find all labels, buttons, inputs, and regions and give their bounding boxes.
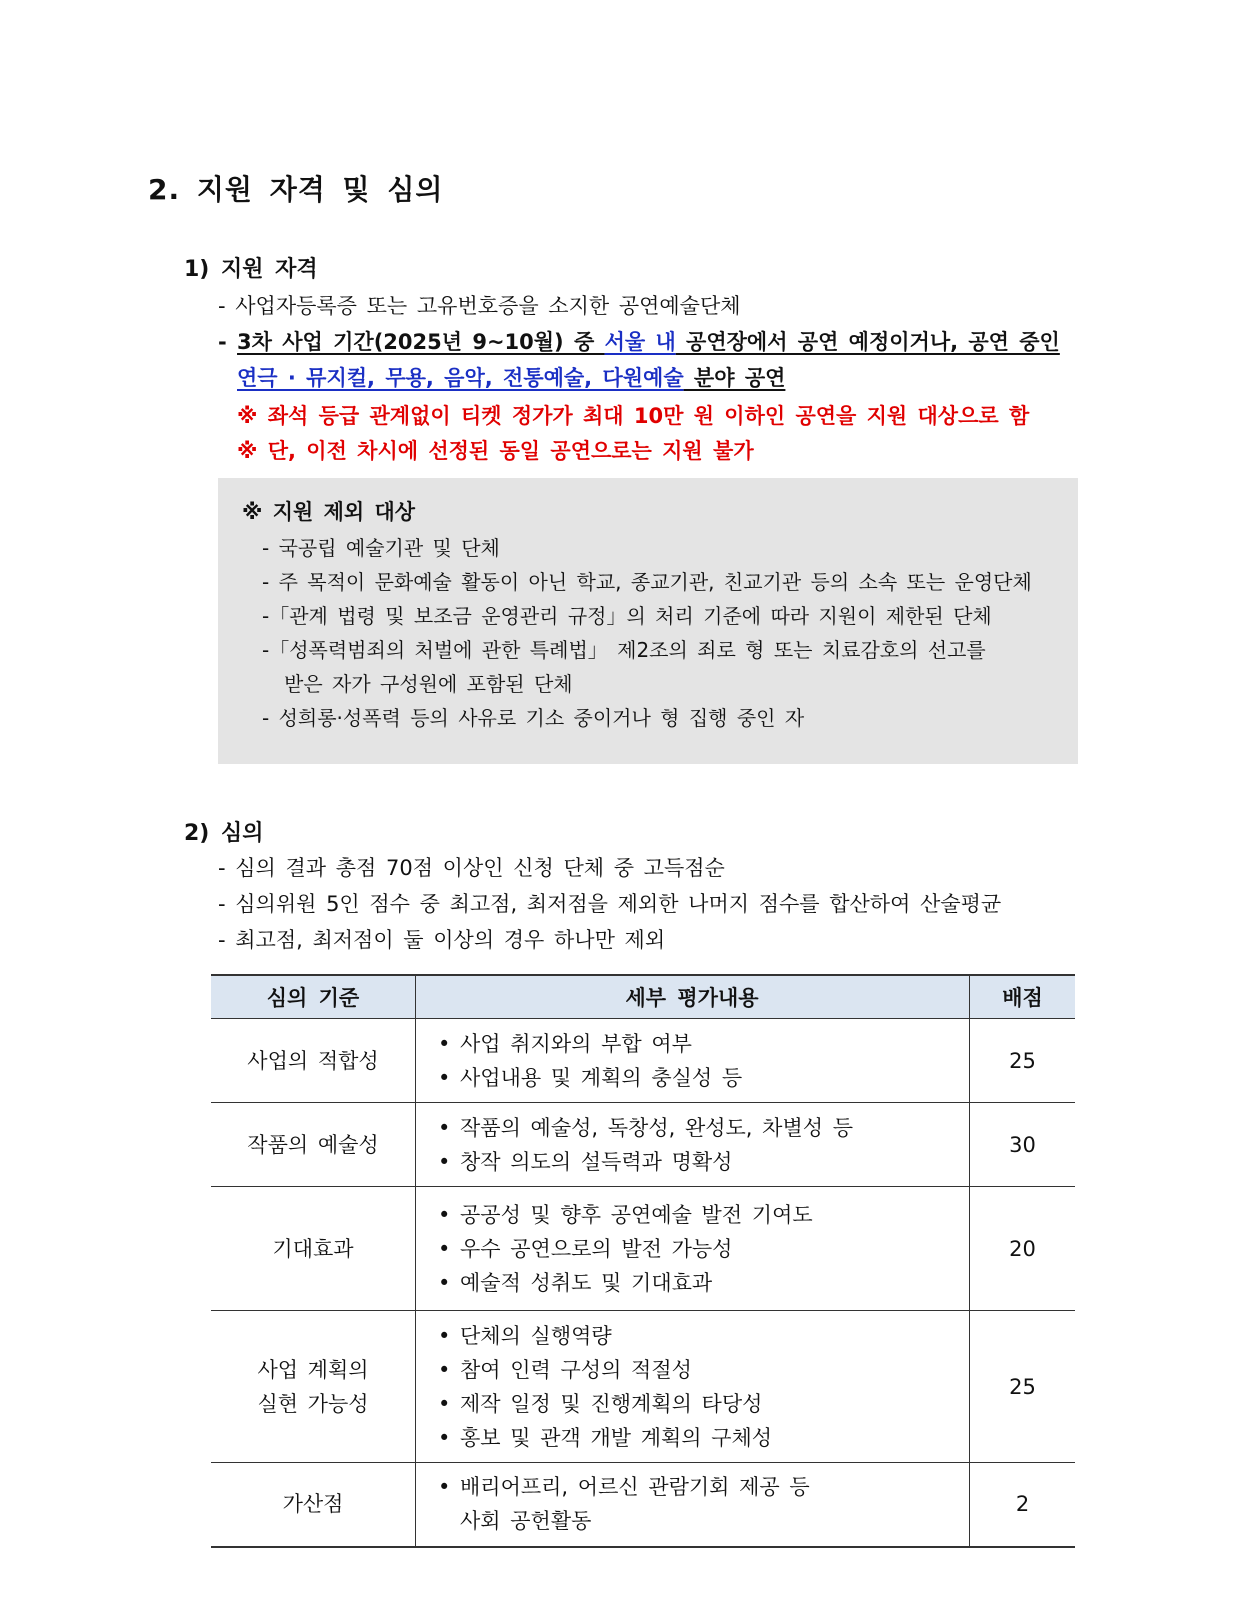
eligibility-genres: 연극 · 뮤지컬, 무용, 음악, 전통예술, 다원예술 [237, 366, 684, 390]
table-row [211, 1463, 1075, 1547]
section-title: 2. 지원 자격 및 심의 [148, 173, 444, 206]
exclusion-item: - 성희롱·성폭력 등의 사유로 기소 중이거나 형 집행 중인 자 [262, 706, 805, 730]
score-cell: 30 [970, 1103, 1076, 1187]
detail-item: • 홍보 및 관객 개발 계획의 구체성 [438, 1425, 773, 1450]
exclusion-item: -「관계 법령 및 보조금 운영관리 규정」의 처리 기준에 따라 지원이 제한된 단체 [262, 604, 992, 628]
eligibility-period: 3차 사업 기간(2025년 9~10월) 중 [237, 330, 605, 354]
detail-item: • 참여 인력 구성의 적절성 [438, 1357, 692, 1382]
table-row [211, 1187, 1075, 1311]
criterion-label: 실현 가능성 [257, 1391, 369, 1416]
details-cell [416, 1463, 970, 1547]
criterion-cell [211, 1187, 416, 1311]
detail-item-continued: 사회 공헌활동 [460, 1509, 592, 1534]
score-cell: 25 [970, 1019, 1076, 1103]
header-details: 세부 평가내용 [416, 975, 970, 1019]
criterion-label: 가산점 [282, 1492, 344, 1517]
score-cell: 2 [970, 1463, 1076, 1547]
detail-item: • 배리어프리, 어르신 관람기회 제공 등 [438, 1475, 810, 1500]
detail-item: • 사업내용 및 계획의 충실성 등 [438, 1065, 743, 1090]
detail-item: • 작품의 예술성, 독창성, 완성도, 차별성 등 [438, 1115, 853, 1140]
eligibility-genre-suffix: 분야 공연 [683, 366, 786, 390]
header-criterion: 심의 기준 [211, 975, 416, 1019]
detail-item: • 우수 공연으로의 발전 가능성 [438, 1236, 733, 1261]
score-cell: 20 [970, 1187, 1076, 1311]
eligibility-heading: 1) 지원 자격 [184, 257, 318, 282]
header-score: 배점 [970, 975, 1076, 1019]
detail-item: • 제작 일정 및 진행계획의 타당성 [438, 1391, 763, 1416]
eligibility-venue: 공연장에서 공연 예정이거나, 공연 중인 [675, 330, 1060, 354]
eligibility-line-3 [237, 362, 785, 392]
criterion-cell [211, 1019, 416, 1103]
criterion-label: 작품의 예술성 [247, 1132, 379, 1157]
evaluation-table [211, 974, 1075, 1548]
exclusion-item: - 주 목적이 문화예술 활동이 아닌 학교, 종교기관, 친교기관 등의 소속 또는 운영단체 [262, 570, 1032, 594]
eligibility-line-2 [218, 326, 1060, 356]
review-line-3: - 최고점, 최저점이 둘 이상의 경우 하나만 제외 [218, 928, 666, 952]
exclusion-box [218, 478, 1078, 764]
detail-item: • 단체의 실행역량 [438, 1323, 612, 1348]
criterion-label: 사업의 적합성 [247, 1048, 379, 1073]
criterion-cell [211, 1311, 416, 1463]
criterion-label: 사업 계획의 [257, 1357, 369, 1382]
eligibility-dash: - [218, 330, 238, 354]
criterion-cell [211, 1103, 416, 1187]
eligibility-line-1: - 사업자등록증 또는 고유번호증을 소지한 공연예술단체 [218, 294, 741, 318]
details-cell [416, 1187, 970, 1311]
review-line-1: - 심의 결과 총점 70점 이상인 신청 단체 중 고득점순 [218, 856, 725, 880]
detail-item: • 공공성 및 향후 공연예술 발전 기여도 [438, 1202, 813, 1227]
eligibility-note-2: ※ 단, 이전 차시에 선정된 동일 공연으로는 지원 불가 [237, 439, 754, 463]
eligibility-note-1: ※ 좌석 등급 관계없이 티켓 정가가 최대 10만 원 이하인 공연을 지원 대상으로 함 [237, 404, 1030, 428]
exclusion-title: ※ 지원 제외 대상 [242, 500, 416, 524]
score-cell: 25 [970, 1311, 1076, 1463]
details-cell [416, 1311, 970, 1463]
review-line-2: - 심의위원 5인 점수 중 최고점, 최저점을 제외한 나머지 점수를 합산하여 산술평균 [218, 892, 1002, 916]
review-heading: 2) 심의 [184, 821, 264, 846]
exclusion-item: - 국공립 예술기관 및 단체 [262, 536, 500, 560]
table-row [211, 1103, 1075, 1187]
criterion-label: 기대효과 [272, 1236, 354, 1261]
criterion-cell [211, 1463, 416, 1547]
table-header-row [211, 975, 1075, 1019]
detail-item: • 사업 취지와의 부합 여부 [438, 1031, 692, 1056]
exclusion-item-continued: 받은 자가 구성원에 포함된 단체 [284, 672, 573, 696]
table-row [211, 1019, 1075, 1103]
eligibility-region: 서울 내 [604, 330, 676, 354]
detail-item: • 창작 의도의 설득력과 명확성 [438, 1149, 733, 1174]
table-row [211, 1311, 1075, 1463]
exclusion-item: -「성폭력범죄의 처벌에 관한 특례법」 제2조의 죄로 형 또는 치료감호의 선고를 [262, 638, 986, 662]
detail-item: • 예술적 성취도 및 기대효과 [438, 1270, 713, 1295]
details-cell [416, 1019, 970, 1103]
details-cell [416, 1103, 970, 1187]
